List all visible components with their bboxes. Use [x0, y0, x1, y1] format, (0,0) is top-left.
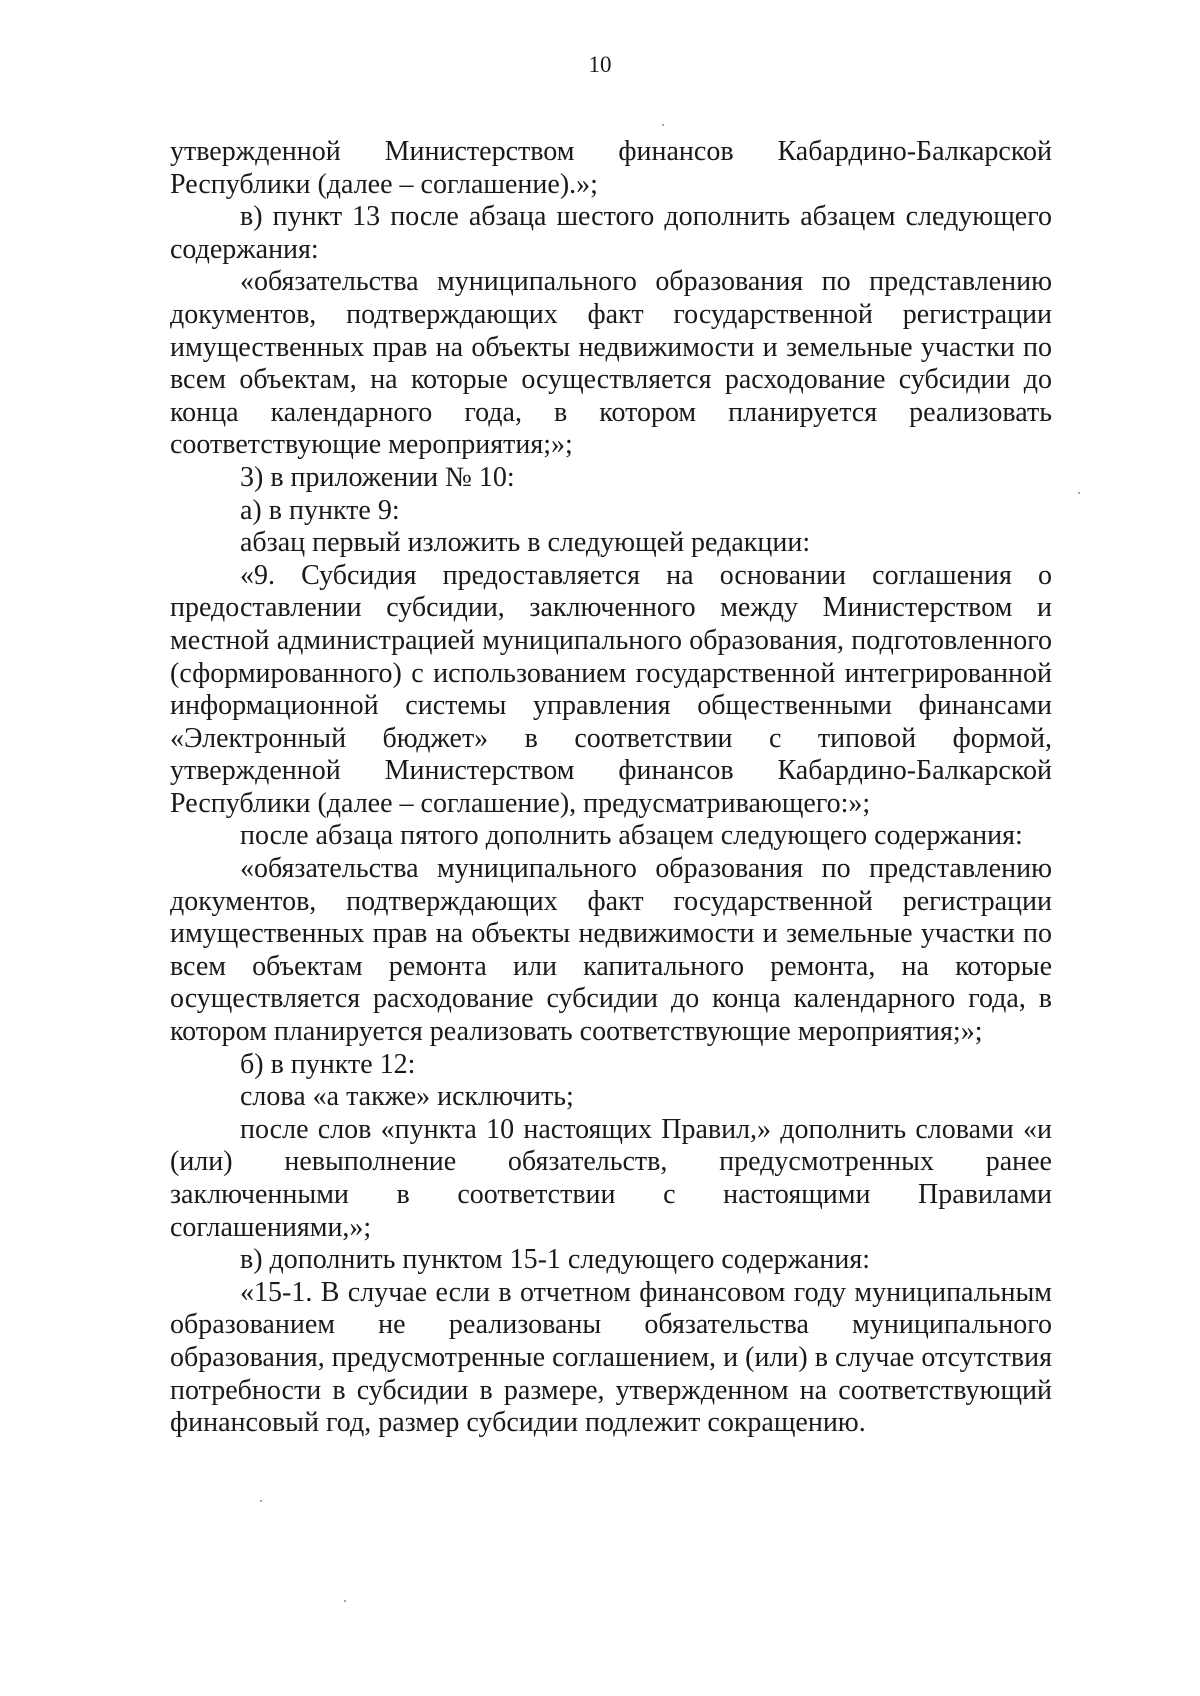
scan-speck [662, 124, 664, 126]
paragraph-item-v-13: в) пункт 13 после абзаца шестого дополнить абзацем следующего содержания: [170, 201, 1052, 265]
paragraph-item-a-9: а) в пункте 9: [240, 494, 400, 526]
scan-speck [1078, 492, 1080, 494]
document-body [170, 136, 1052, 1440]
paragraph-after-fifth: после абзаца пятого дополнить абзацем следующего содержания: [240, 820, 1023, 852]
paragraph-obligation-quote-2: «обязательства муниципального образования по представлению документов, подтверждающих факт государственной регистрации имущественных прав на объекты недвижимости и земельные участки по всем объектам ремонта или капитального ремонта, на которые осуществляется расходование субсидии до конца календарного года, в котором планируется реализовать соответствующие мероприятия;»; [170, 853, 1052, 1048]
scan-speck [260, 1500, 262, 1502]
page-number: 10 [588, 52, 612, 77]
paragraph-words-excluded: слова «а также» исключить; [240, 1081, 574, 1113]
paragraph-15-1-text: «15-1. В случае если в отчетном финансовом году муниципальным образованием не реализованы обязательства муниципального образования, предусмотренные соглашением, и (или) в случае отсутствия потребности в субсидии в размере, утвержденном на соответствующий финансовый год, размер субсидии подлежит сокращению. [170, 1276, 1052, 1439]
paragraph-item-v-15-1: в) дополнить пунктом 15-1 следующего содержания: [240, 1244, 871, 1276]
paragraph-after-words: после слов «пункта 10 настоящих Правил,» дополнить словами «и (или) невыполнение обязательств, предусмотренных ранее заключенными в соответствии с настоящими Правилами соглашениями,»; [170, 1113, 1052, 1243]
scan-speck [344, 1600, 346, 1602]
paragraph-continuation: утвержденной Министерством финансов Кабардино-Балкарской Республики (далее – соглашение).»; [170, 136, 1052, 200]
paragraph-subsidy-9: «9. Субсидия предоставляется на основании соглашения о предоставлении субсидии, заключенного между Министерством и местной администрацией муниципального образования, подготовленного (сформированного) с использованием государственной интегрированной информационной системы управления общественными финансами «Электронный бюджет» в соответствии с типовой формой, утвержденной Министерством финансов Кабардино-Балкарской Республики (далее – соглашение), предусматривающего:»; [170, 559, 1052, 819]
paragraph-item-b-12: б) в пункте 12: [240, 1048, 416, 1080]
paragraph-first-abzac: абзац первый изложить в следующей редакции: [240, 527, 811, 559]
paragraph-obligation-quote-1: «обязательства муниципального образования по представлению документов, подтверждающих факт государственной регистрации имущественных прав на объекты недвижимости и земельные участки по всем объектам, на которые осуществляется расходование субсидии до конца календарного года, в котором планируется реализовать соответствующие мероприятия;»; [170, 266, 1052, 461]
paragraph-appendix-10: 3) в приложении № 10: [240, 461, 515, 493]
